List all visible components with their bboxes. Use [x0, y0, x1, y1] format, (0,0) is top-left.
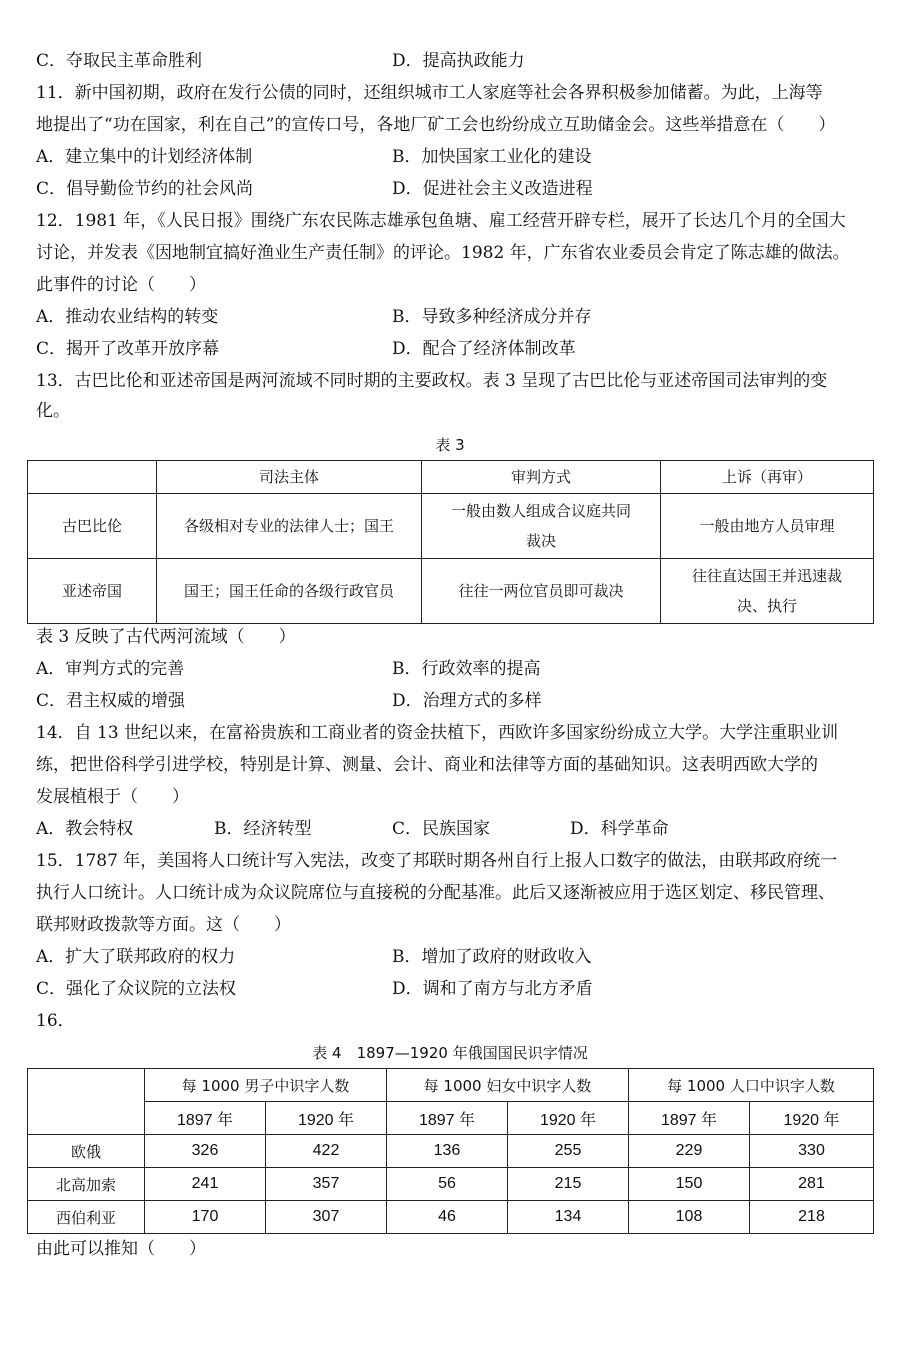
table-cell: 281 — [750, 1168, 874, 1201]
table-4 — [27, 1068, 874, 1234]
q15-stem-line: 15．1787 年，美国将人口统计写入宪法，改变了邦联时期各州自行上报人口数字的做法，由联邦政府统一 — [36, 851, 838, 871]
table-cell: 一般由地方人员审理 — [661, 494, 874, 559]
q13-option-d: D．治理方式的多样 — [392, 691, 542, 711]
table-corner-cell — [28, 1069, 145, 1135]
q10-option-c: C．夺取民主革命胜利 — [36, 51, 203, 71]
table3-caption: 表 3 — [435, 436, 465, 454]
table-cell: 307 — [266, 1201, 387, 1234]
table-cell: 108 — [629, 1201, 750, 1234]
table-cell: 亚述帝国 — [28, 559, 157, 624]
table-header-cell: 司法主体 — [157, 461, 422, 494]
q14-option-b: B．经济转型 — [214, 819, 312, 839]
table-cell: 46 — [387, 1201, 508, 1234]
table-row — [28, 559, 874, 624]
q15-option-b: B．增加了政府的财政收入 — [392, 947, 592, 967]
table-group-header: 每 1000 人口中识字人数 — [629, 1069, 874, 1102]
q16-number: 16． — [36, 1011, 75, 1031]
q12-option-c: C．揭开了改革开放序幕 — [36, 339, 220, 359]
q12-option-d: D．配合了经济体制改革 — [392, 339, 576, 359]
table-header-row — [28, 461, 874, 494]
q15-stem-line: 联邦财政拨款等方面。这（ ） — [36, 915, 291, 935]
table-group-header: 每 1000 妇女中识字人数 — [387, 1069, 629, 1102]
cell-text-line: 一般由数人组成合议庭共同 — [450, 502, 631, 520]
table-year-header: 1920 年 — [266, 1102, 387, 1135]
table-cell: 各级相对专业的法律人士；国王 — [157, 494, 422, 559]
q11-option-b: B．加快国家工业化的建设 — [392, 147, 592, 167]
q13-after-table: 表 3 反映了古代两河流域（ ） — [36, 627, 296, 647]
q11-option-a: A．建立集中的计划经济体制 — [36, 147, 253, 167]
table-cell — [422, 494, 661, 559]
q12-stem-line: 此事件的讨论（ ） — [36, 275, 206, 295]
q15-stem-line: 执行人口统计。人口统计成为众议院席位与直接税的分配基准。此后又逐渐被应用于选区划定、移民管理、 — [36, 883, 835, 903]
table-cell — [661, 559, 874, 624]
table-cell: 134 — [508, 1201, 629, 1234]
table-row — [28, 1168, 874, 1201]
table-year-row — [28, 1102, 874, 1135]
table-row-label: 西伯利亚 — [28, 1201, 145, 1234]
q13-option-c: C．君主权威的增强 — [36, 691, 186, 711]
q16-after-table: 由此可以推知（ ） — [36, 1239, 206, 1259]
q13-stem-line: 化。 — [36, 401, 70, 421]
q14-stem-line: 发展植根于（ ） — [36, 787, 189, 807]
q12-stem-line: 12．1981 年，《人民日报》围绕广东农民陈志雄承包鱼塘、雇工经营开辟专栏，展开了长达几个月的全国大 — [36, 211, 846, 231]
table-cell: 422 — [266, 1135, 387, 1168]
table-row — [28, 494, 874, 559]
table-cell: 241 — [145, 1168, 266, 1201]
table-cell: 国王；国王任命的各级行政官员 — [157, 559, 422, 624]
q15-option-d: D．调和了南方与北方矛盾 — [392, 979, 593, 999]
table-cell: 古巴比伦 — [28, 494, 157, 559]
q15-option-a: A．扩大了联邦政府的权力 — [36, 947, 236, 967]
q12-option-b: B．导致多种经济成分并存 — [392, 307, 592, 327]
table-year-header: 1920 年 — [508, 1102, 629, 1135]
q12-stem-line: 讨论，并发表《因地制宜搞好渔业生产责任制》的评论。1982 年，广东省农业委员会肯定了陈志雄的做法。 — [36, 243, 850, 263]
table-row-label: 欧俄 — [28, 1135, 145, 1168]
table-cell: 56 — [387, 1168, 508, 1201]
table-3 — [27, 460, 874, 624]
q14-stem-line: 练，把世俗科学引进学校，特别是计算、测量、会计、商业和法律等方面的基础知识。这表明西欧大学的 — [36, 755, 818, 775]
q13-option-a: A．审判方式的完善 — [36, 659, 185, 679]
q11-option-d: D．促进社会主义改造进程 — [392, 179, 593, 199]
table-row — [28, 1201, 874, 1234]
table-cell: 229 — [629, 1135, 750, 1168]
q14-option-a: A．教会特权 — [36, 819, 134, 839]
q14-option-c: C．民族国家 — [392, 819, 491, 839]
cell-text-line: 往往直达国王并迅速裁 — [691, 567, 842, 585]
q11-option-c: C．倡导勤俭节约的社会风尚 — [36, 179, 254, 199]
table-cell: 357 — [266, 1168, 387, 1201]
q10-option-d: D．提高执政能力 — [392, 51, 525, 71]
table-header-cell: 审判方式 — [422, 461, 661, 494]
table-cell: 326 — [145, 1135, 266, 1168]
table-row-label: 北高加索 — [28, 1168, 145, 1201]
table-group-header: 每 1000 男子中识字人数 — [145, 1069, 387, 1102]
table-cell: 150 — [629, 1168, 750, 1201]
table-cell: 255 — [508, 1135, 629, 1168]
table-year-header: 1897 年 — [629, 1102, 750, 1135]
q11-stem-line: 地提出了“功在国家，利在自己”的宣传口号，各地厂矿工会也纷纷成立互助储金会。这些举措意在（ ） — [36, 115, 836, 135]
table-cell: 330 — [750, 1135, 874, 1168]
table-cell: 136 — [387, 1135, 508, 1168]
q13-option-b: B．行政效率的提高 — [392, 659, 541, 679]
table-header-row — [28, 1069, 874, 1102]
q11-stem-line: 11．新中国初期，政府在发行公债的同时，还组织城市工人家庭等社会各界积极参加储蓄。为此，上海等 — [36, 83, 823, 103]
table-header-cell — [28, 461, 157, 494]
table-cell: 215 — [508, 1168, 629, 1201]
q14-option-d: D．科学革命 — [570, 819, 669, 839]
table-year-header: 1897 年 — [387, 1102, 508, 1135]
table-header-cell: 上诉（再审） — [661, 461, 874, 494]
table-cell: 170 — [145, 1201, 266, 1234]
q14-stem-line: 14．自 13 世纪以来，在富裕贵族和工商业者的资金扶植下，西欧许多国家纷纷成立大学。大学注重职业训 — [36, 723, 839, 743]
cell-text-line: 裁决 — [525, 532, 556, 550]
q13-stem-line: 13．古巴比伦和亚述帝国是两河流域不同时期的主要政权。表 3 呈现了古巴比伦与亚述帝国司法审判的变 — [36, 371, 828, 391]
table-cell: 218 — [750, 1201, 874, 1234]
table4-caption: 表 4 1897—1920 年俄国国民识字情况 — [312, 1044, 588, 1062]
cell-text-line: 决、执行 — [736, 597, 797, 615]
q15-option-c: C．强化了众议院的立法权 — [36, 979, 237, 999]
table-cell: 往往一两位官员即可裁决 — [422, 559, 661, 624]
table-row — [28, 1135, 874, 1168]
q12-option-a: A．推动农业结构的转变 — [36, 307, 219, 327]
table-year-header: 1897 年 — [145, 1102, 266, 1135]
table-year-header: 1920 年 — [750, 1102, 874, 1135]
